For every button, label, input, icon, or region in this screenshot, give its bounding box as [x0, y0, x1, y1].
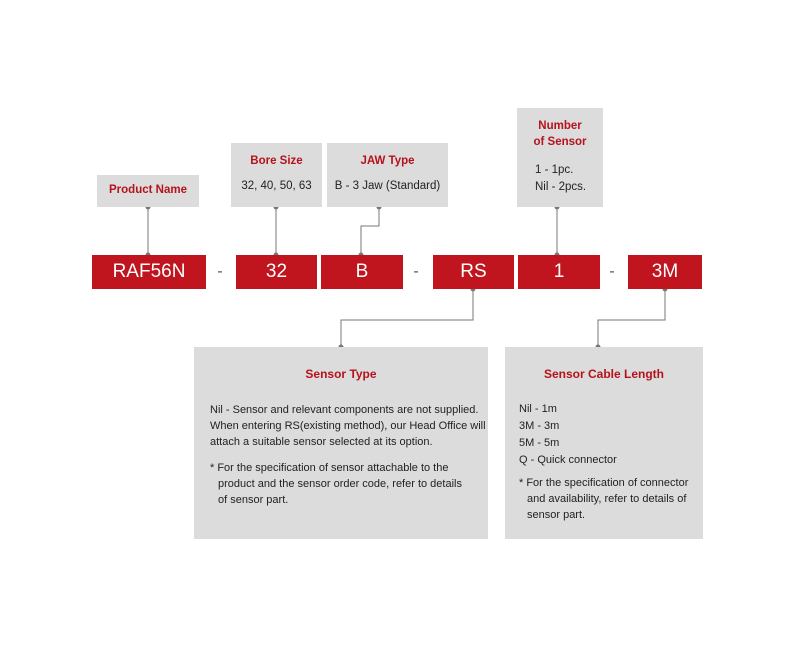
cable-length-note-line: sensor part. — [527, 509, 586, 521]
connector-sensor-type — [341, 289, 473, 347]
product-name-label-box — [97, 175, 199, 207]
code-cable-length: 3M — [628, 255, 702, 289]
code-product: RAF56N — [92, 255, 206, 289]
code-sensor-count: 1 — [518, 255, 600, 289]
cable-length-option: Q - Quick connector — [519, 454, 617, 466]
sensor-type-note-line: of sensor part. — [218, 494, 289, 506]
cable-length-options — [519, 401, 617, 469]
sensor-type-title: Sensor Type — [305, 367, 377, 381]
cable-length-title: Sensor Cable Length — [543, 367, 665, 381]
sensor-type-desc-line: Nil - Sensor and relevant components are not supplied. — [210, 404, 479, 416]
sensor-type-desc-line: When entering RS(existing method), our Head Office will — [210, 420, 486, 432]
cable-length-note — [519, 475, 688, 523]
number-of-sensor-title-line2: of Sensor — [533, 136, 587, 148]
bore-size-title: Bore Size — [250, 155, 303, 167]
jaw-type-label-box — [327, 143, 448, 207]
sensor-type-desc-line: attach a suitable sensor selected at its option. — [210, 436, 433, 448]
jaw-type-values: B - 3 Jaw (Standard) — [334, 180, 441, 192]
number-of-sensor-value-line2: Nil - 2pcs. — [535, 181, 587, 193]
code-jaw: B — [321, 255, 403, 289]
sensor-type-note — [210, 460, 462, 508]
separator-dash: - — [217, 263, 223, 280]
number-of-sensor-value-line1: 1 - 1pc. — [535, 164, 574, 176]
code-bore: 32 — [236, 255, 317, 289]
separator-dash: - — [609, 263, 615, 280]
separator-dash: - — [413, 263, 419, 280]
cable-length-option: Nil - 1m — [519, 403, 557, 415]
bore-size-values: 32, 40, 50, 63 — [241, 180, 312, 192]
sensor-type-description — [210, 402, 486, 450]
jaw-type-title: JAW Type — [360, 155, 415, 167]
cable-length-panel — [505, 347, 703, 539]
number-of-sensor-title-line1: Number — [538, 120, 582, 132]
bore-size-label-box — [231, 143, 322, 207]
cable-length-option: 5M - 5m — [519, 437, 560, 449]
product-name-title: Product Name — [109, 184, 187, 196]
sensor-type-note-line: product and the sensor order code, refer to details — [218, 478, 462, 490]
connector-jaw-type — [361, 207, 379, 255]
sensor-type-note-line: * For the specification of sensor attachable to the — [210, 462, 449, 474]
number-of-sensor-label-box — [517, 108, 603, 207]
cable-length-note-line: and availability, refer to details of — [527, 493, 687, 505]
sensor-type-panel — [194, 347, 488, 539]
connector-cable-length — [598, 289, 665, 347]
cable-length-option: 3M - 3m — [519, 420, 560, 432]
cable-length-note-line: * For the specification of connector — [519, 477, 689, 489]
code-sensor-type: RS — [433, 255, 514, 289]
